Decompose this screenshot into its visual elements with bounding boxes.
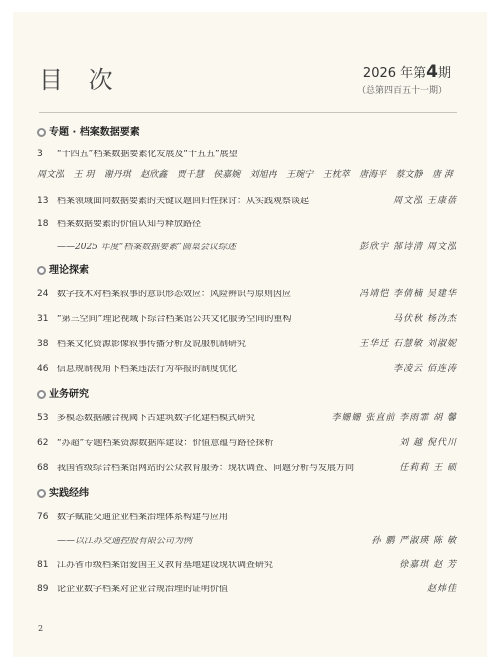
toc-subtitle-row [37,240,457,255]
entry-authors: 刘 越 倪代川 [399,438,457,448]
toc-entry[interactable] [37,217,457,232]
author-name: 蔡文静 [395,170,423,180]
toc-entry[interactable] [37,194,457,209]
entry-authors: 李姗姗 张直前 李雨霏 胡 馨 [331,413,457,423]
toc-entry[interactable] [37,558,457,573]
entry-page: 76 [37,512,49,522]
header-divider [39,112,457,113]
entry-title: “苏超”专题档案资源数据库建设：价值意蕴与路径探析 [57,439,274,448]
entry-page: 31 [37,314,49,324]
entry-page: 81 [37,560,49,570]
toc-entry[interactable] [37,436,457,451]
page-title: 目 次 [39,66,122,94]
entry-title: 我国省级综合档案馆网站的公众教育服务：现状调查、问题分析与发展方向 [57,464,355,473]
entry-title: 多模态数据融合视阈下古建筑数字化建档模式研究 [57,414,256,423]
author-name: 王 玥 [73,170,95,180]
author-name: 侯嘉婉 [213,170,241,180]
entry-title: “第三空间”理论视域下综合档案馆公共文化服务空间的重构 [57,315,292,324]
entry-page: 53 [37,413,49,423]
entry-title: “十四五”档案数据要素化发展及“十五五”展望 [57,150,238,159]
entry-subtitle: ——以江苏交通控股有限公司为例 [57,537,193,546]
entry-authors: 王华迁 石慧敏 刘淑妮 [359,339,457,349]
entry-title: 信息规制视角下档案违法行为举报的制度优化 [57,365,238,374]
author-name: 谢丹琪 [103,170,131,180]
entry-title: 档案领域面向数据要素的关键议题回归性探讨：从实践观察谈起 [57,197,310,206]
issue-number: 4 [426,62,438,82]
entry-page: 68 [37,463,49,473]
toc-entry[interactable] [37,582,457,597]
section-heading: 实践经纬 [37,486,457,501]
entry-page: 62 [37,438,49,448]
author-name: 唐海平 [359,170,387,180]
entry-title: 江苏省市级档案馆爱国主义教育基地建设现状调查研究 [57,561,274,570]
entry-title: 数字赋能交通企业档案治理体系构建与应用 [57,513,229,522]
section-bullet-icon [37,128,46,137]
journal-page [13,12,487,657]
toc-entry[interactable] [37,362,457,377]
entry-authors: 周文泓 王康蓓 [393,196,457,206]
entry-page: 13 [37,196,49,206]
author-name: 刘旭冉 [249,170,277,180]
toc-entry[interactable] [37,411,457,426]
entry-authors: 赵炜佳 [426,584,457,594]
section-heading: 理论探索 [37,263,457,278]
entry-title: 档案数据要素的价值认知与释放路径 [57,220,202,229]
toc-list [37,121,457,597]
entry-title: 数字技术对档案叙事的意识形态效应：风险辨识与原则因应 [57,290,292,299]
toc-entry[interactable] [37,147,457,162]
author-name: 周文泓 [37,170,65,180]
entry-page: 38 [37,339,49,349]
section-heading: 专题 · 档案数据要素 [37,125,457,140]
entry-page: 18 [37,219,49,229]
section-bullet-icon [37,390,46,399]
entry-authors: 马伏秋 杨沩杰 [393,314,457,324]
entry-authors: 任莉莉 王 硕 [399,463,457,473]
entry-page: 3 [37,149,43,159]
author-name: 赵欣鑫 [140,170,168,180]
author-list [37,171,457,185]
toc-entry[interactable] [37,510,457,525]
issue-total: （总第四百五十一期） [356,86,447,96]
issue-prefix: 2026 年第 [362,66,427,81]
entry-page: 24 [37,289,49,299]
author-name: 贾千慧 [176,170,204,180]
author-name: 唐 湃 [432,170,453,180]
issue-suffix: 期 [437,66,451,81]
entry-subtitle: ——2025 年度“档案数据要素”圆桌会议综述 [57,243,236,252]
entry-authors: 冯靖恺 李倩楠 吴建华 [359,289,457,299]
entry-authors: 李凌云 佰连涛 [393,364,457,374]
entry-title: 论企业数字档案对企业合规治理的证明价值 [57,585,229,594]
issue-label [363,62,451,82]
author-name: 王琬宁 [286,170,314,180]
toc-entry[interactable] [37,312,457,327]
section-bullet-icon [37,266,46,275]
entry-page: 89 [37,584,49,594]
page-number: 2 [38,624,44,633]
author-name: 王枕萃 [322,170,350,180]
toc-entry[interactable] [37,337,457,352]
section-bullet-icon [37,489,46,498]
toc-entry[interactable] [37,287,457,302]
toc-entry[interactable] [37,461,457,476]
toc-subtitle-row [37,534,457,549]
entry-authors: 孙 鹏 严淑瑛 陈 敏 [371,536,457,546]
entry-title: 档案文化资源影像叙事传播分析及说服机制研究 [57,340,247,349]
section-heading: 业务研究 [37,387,457,402]
entry-authors: 彭欣宇 郜诗清 周文泓 [359,242,457,252]
entry-authors: 徐嘉琪 赵 芳 [399,560,457,570]
entry-page: 46 [37,364,49,374]
